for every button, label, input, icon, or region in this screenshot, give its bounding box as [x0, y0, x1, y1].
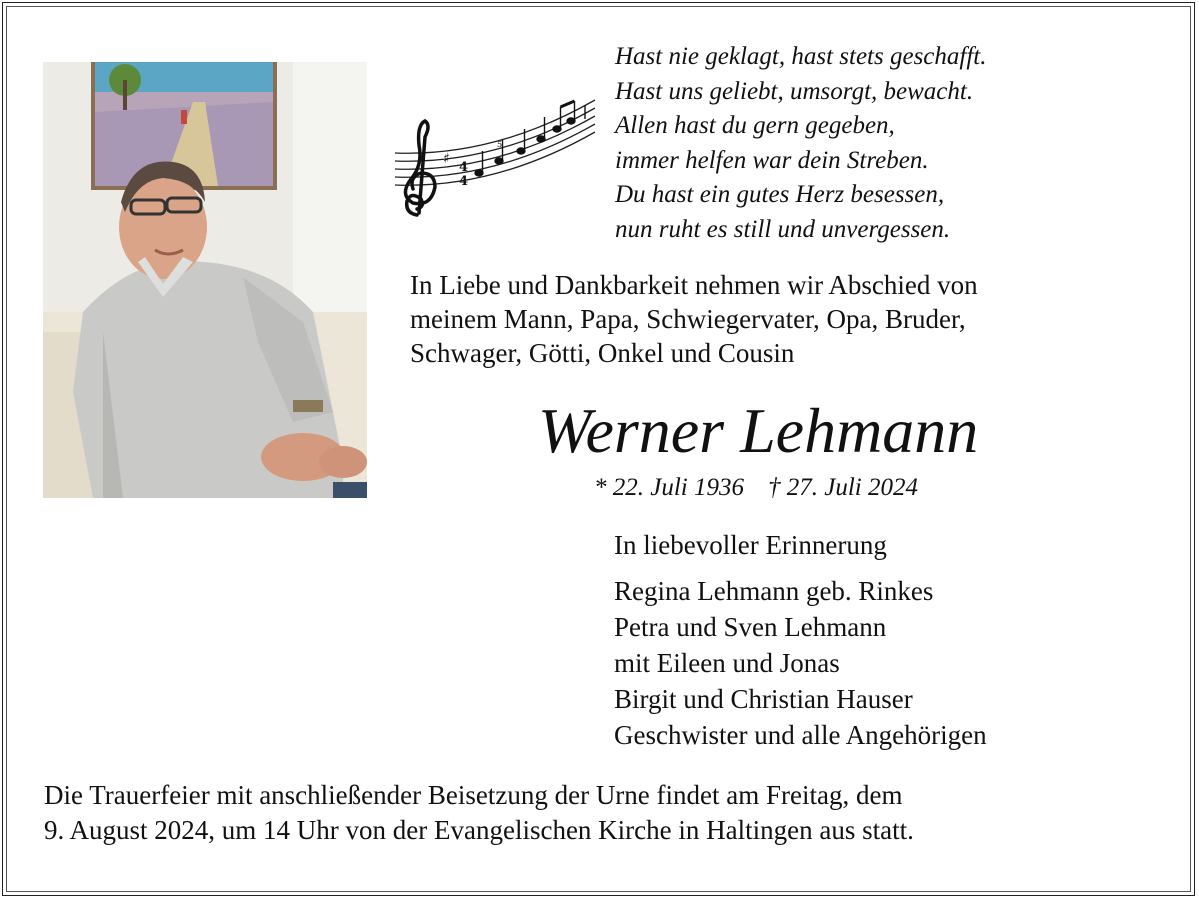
funeral-line: Die Trauerfeier mit anschließender Beisetzung der Urne findet am Freitag, dem — [44, 780, 903, 810]
svg-text:♯: ♯ — [443, 151, 450, 167]
poem-line: immer helfen war dein Streben. — [615, 146, 929, 174]
mourner-entry: Regina Lehmann geb. Rinkes — [614, 576, 934, 606]
farewell-line: In Liebe und Dankbarkeit nehmen wir Abschied von — [410, 270, 978, 300]
memory-heading: In liebevoller Erinnerung — [614, 530, 887, 560]
farewell-text — [410, 268, 978, 370]
svg-text:5: 5 — [497, 140, 503, 149]
mourner-entry: Geschwister und alle Angehörigen — [614, 720, 987, 750]
farewell-line: Schwager, Götti, Onkel und Cousin — [410, 338, 795, 368]
poem — [615, 40, 986, 247]
poem-line: Hast uns geliebt, umsorgt, bewacht. — [615, 77, 974, 105]
svg-text:4: 4 — [459, 160, 469, 175]
mourner-entry: Birgit und Christian Hauser — [614, 684, 913, 714]
mourners-list — [614, 573, 987, 753]
portrait-photo — [43, 62, 367, 498]
deceased-name: Werner Lehmann — [538, 395, 979, 466]
svg-text:4: 4 — [459, 174, 469, 189]
birth-date: * 22. Juli 1936 — [594, 474, 744, 501]
life-dates — [594, 472, 918, 504]
poem-line: Hast nie geklagt, hast stets geschafft. — [615, 43, 987, 70]
mourner-entry: mit Eileen und Jonas — [614, 648, 840, 678]
poem-line: nun ruht es still und unvergessen. — [615, 215, 951, 243]
mourner-entry: Petra und Sven Lehmann — [614, 612, 887, 642]
funeral-info — [44, 778, 914, 848]
funeral-line: 9. August 2024, um 14 Uhr von der Evangelischen Kirche in Haltingen aus statt. — [44, 815, 914, 845]
poem-line: Du hast ein gutes Herz besessen, — [615, 181, 945, 208]
death-date: † 27. Juli 2024 — [768, 474, 918, 501]
farewell-line: meinem Mann, Papa, Schwiegervater, Opa, Bruder, — [410, 304, 966, 334]
music-staff-icon — [395, 95, 600, 230]
poem-line: Allen hast du gern gegeben, — [615, 112, 895, 139]
